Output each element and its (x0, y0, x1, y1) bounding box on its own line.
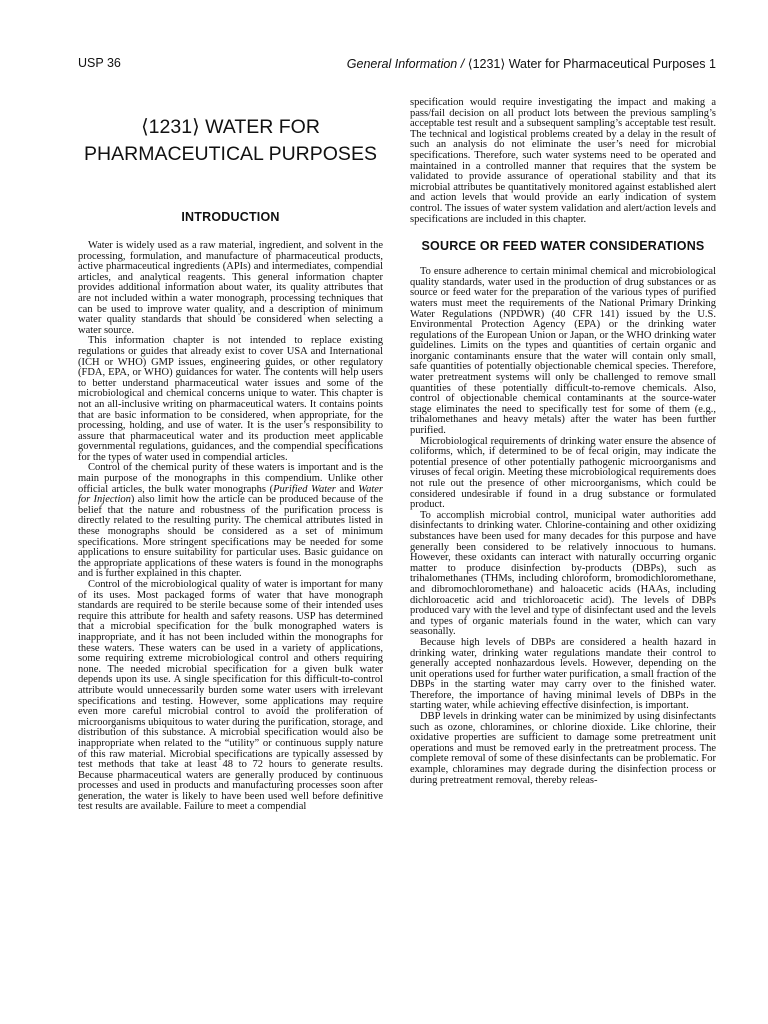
running-head-left: USP 36 (78, 56, 121, 70)
running-head-right (347, 56, 716, 71)
introduction-heading: INTRODUCTION (181, 210, 280, 224)
running-head-section: General Information / (346, 57, 468, 71)
chapter-title-line2: PHARMACEUTICAL PURPOSES (84, 143, 377, 165)
intro-p3-text-c: ) also limit how the article can be produced because of the belief that the nature and robustness of the purification process is directly related to the resulting purity. The chemical attributes listed in these monographs should be considered as a set of minimum specifications. More stringent specifications may be needed for some applications to ensure suitability for particular uses. Basic guidance on the appropriate applications of these waters is found in the monographs and is further explained in this chapter. (78, 494, 383, 580)
running-head-chapter: ⟨1231⟩ Water for Pharmaceutical Purposes 1 (467, 57, 716, 71)
chapter-title-line1: ⟨1231⟩ WATER FOR (141, 116, 320, 138)
chapter-title (78, 114, 383, 168)
right-column (410, 98, 716, 786)
intro-p3-text-a: Control of the chemical purity of these waters is important and is the main purpose of the monographs in this compendium. Unlike other official articles, the bulk water monographs ( (78, 462, 383, 495)
source-water-heading: SOURCE OR FEED WATER CONSIDERATIONS (421, 239, 705, 254)
source-paragraph-1: To ensure adherence to certain minimal chemical and microbiological quality standards, water used in the production of drug substances or as source or feed water for the preparation of the various types of purified waters must meet the requirements of the National Primary Drinking Water Regulations (NPDWR) (40 CFR 141) issued by the U.S. Environmental Protection Agency (EPA) or the drinking water regulations of the European Union or Japan, or the WHO drinking water guidelines. Limits on the types and quantities of certain organic and inorganic contaminants ensure that the water will contain only small, safe quantities of potentially objectionable chemical species. Therefore, water pretreatment systems will only be challenged to remove small quantities of these potentially difficult-to-remove chemicals. Also, control of objectionable chemical contaminants at the source-water stage eliminates the need to specifically test for some of them (e.g., trihalomethanes and heavy metals) after the water has been further purified. (410, 266, 716, 437)
purified-water-term: Purified Water (273, 483, 336, 495)
intro-paragraph-1: Water is widely used as a raw material, ingredient, and solvent in the processing, formulation, and manufacture of pharmaceutical products, active pharmaceutical ingredients (APIs) and intermediates, compendial articles, and analytical reagents. This general information chapter provides additional information about water, its quality attributes that are not included within a water monograph, processing techniques that can be used to improve water quality, and a description of minimum water quality standards that should be considered when selecting a water source. (78, 240, 383, 336)
water-for-injection-term: Water for Injection (78, 483, 383, 506)
source-paragraph-5: DBP levels in drinking water can be minimized by using disinfectants such as ozone, chloramines, or chlorine dioxide. Like chlorine, their oxidative properties are sufficient to damage some pretreatment unit operations and must be removed early in the pretreatment process. The complete removal of some of these disinfectants can be problematic. For example, chloramines may degrade during the disinfection process or during pretreatment removal, thereby releas- (410, 711, 716, 786)
intro-p3-text-b: and (335, 483, 359, 495)
intro-paragraph-4: Control of the microbiological quality of water is important for many of its uses. Most packaged forms of water that have monograph standards are required to be sterile because some of their intended uses require this attribute for health and safety reasons. USP has determined that a microbial specification for the bulk monographed waters is inappropriate, and it has not been included within the monographs for these waters. These waters can be used in a variety of applications, some requiring extreme microbiological control and others requiring none. The needed microbial specification for a given bulk water depends upon its use. A single specification for this difficult-to-control attribute would unnecessarily burden some water users with irrelevant specifications and testing. However, some applications may require even more careful microbial control to avoid the proliferation of microorganisms ubiquitous to water during the purification, storage, and distribution of this substance. A microbial specification would also be inappropriate when related to the “utility” or continuous supply nature of this raw material. Microbial specifications are typically assessed by test methods that take at least 48 to 72 hours to generate results. Because pharmaceutical waters are generally produced by continuous processes and used in products and manufacturing processes soon after generation, the water is likely to have been used well before definitive test results are available. Failure to meet a compendial (78, 579, 383, 813)
intro-paragraph-2: This information chapter is not intended to replace existing regulations or guides that already exist to cover USA and International (ICH or WHO) GMP issues, engineering guides, or other regulatory (FDA, EPA, or WHO) guidances for water. The contents will help users to better understand pharmaceutical water issues and some of the microbiological and chemical concerns unique to water. This chapter is not an all-inclusive writing on pharmaceutical waters. It contains points that are basic information to be considered, when appropriate, for the processing, holding, and use of water. It is the user’s responsibility to assure that pharmaceutical water and its production meet applicable governmental regulations, guidances, and the compendial specifications for the types of water used in compendial articles. (78, 335, 383, 463)
source-paragraph-2: Microbiological requirements of drinking water ensure the absence of coliforms, which, if determined to be of fecal origin, may indicate the potential presence of other potentially pathogenic microorganisms and viruses of fecal origin. Meeting these microbiological requirements does not rule out the presence of other microorganisms, which could be considered undesirable if found in a drug substance or formulated product. (410, 435, 716, 511)
continuation-paragraph: specification would require investigating the impact and making a pass/fail decision on all product lots between the previous sampling’s acceptable test result and a subsequent sampling’s acceptable test result. The technical and logistical problems created by a delay in the result of such an analysis do not eliminate the user’s need for microbial specifications. Therefore, such water systems need to be operated and maintained in a controlled manner that requires that the system be validated to provide assurance of operational stability and that its microbial attributes be quantitatively monitored against established alert and action levels that would provide an early indication of system control. The issues of water system validation and alert/action levels and specifications are included in this chapter. (410, 97, 716, 225)
running-head (78, 56, 716, 74)
source-paragraph-4: Because high levels of DBPs are considered a health hazard in drinking water, drinking water regulations mandate their control to generally accepted nonhazardous levels. However, depending on the unit operations used for further water purification, a small fraction of the DBPs in the starting water may carry over to the finished water. Therefore, the importance of having minimal levels of DBPs in the starting water, while achieving effective disinfection, is important. (410, 636, 716, 712)
left-column (78, 98, 383, 813)
source-paragraph-3: To accomplish microbial control, municipal water authorities add disinfectants to drinking water. Chlorine-containing and other oxidizing substances have been used for many decades for this purpose and have generally been considered to be relatively innocuous to humans. However, these oxidants can interact with naturally occurring organic matter to produce disinfection by-products (DBPs), such as trihalomethanes (THMs, including chloroform, bromodichloromethane, and dibromochloromethane) and haloacetic acids (HAAs, including dichloroacetic acid and trichloroacetic acid). The levels of DBPs produced vary with the level and type of disinfectant used and the levels and types of organic materials found in the water, which can vary seasonally. (410, 509, 716, 638)
intro-paragraph-3 (78, 463, 383, 580)
